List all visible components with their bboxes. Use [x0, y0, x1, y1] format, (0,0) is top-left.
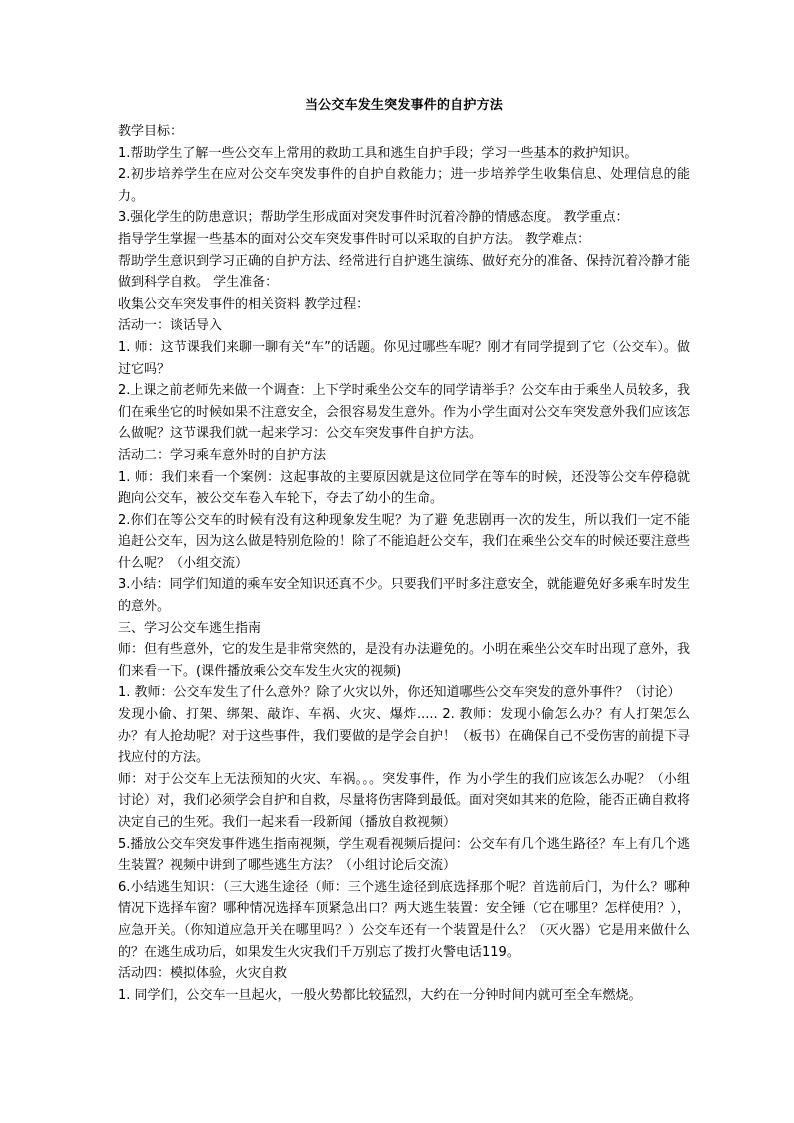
paragraph-activity-2-step-2: 2.你们在等公交车的时候有没有这种现象发生呢？为了避 免悲剧再一次的发生，所以我们一定不能追赶公交车，因为这么做是特别危险的！除了不能追赶公交车，我们在乘坐公交车的时候还要注意些什么呢？（小组交流） [118, 512, 691, 571]
paragraph-section-3-intro: 师：但有些意外，它的发生是非常突然的，是没有办法避免的。小明在乘坐公交车时出现了意外，我们来看一下。(课件播放乘公交车发生火灾的视频) [118, 642, 691, 679]
paragraph-activity-1-step-2: 2.上课之前老师先来做一个调查：上下学时乘坐公交车的同学请举手？公交车由于乘坐人员较多，我们在乘坐它的时候如果不注意安全，会很容易发生意外。作为小学生面对公交车突发意外我们应该怎么做呢？这节课我们就一起来学习：公交车突发事件自护方法。 [118, 383, 691, 442]
paragraph-key-point: 指导学生掌握一些基本的面对公交车突发事件时可以采取的自护方法。 教学难点： [118, 231, 591, 247]
paragraph-objectives-heading: 教学目标： [118, 124, 184, 139]
paragraph-activity-2-step-1: 1. 师：我们来看一个案例：这起事故的主要原因就是这位同学在等车的时候，还没等公交车停稳就跑向公交车，被公交车卷入车轮下，夺去了幼小的生命。 [118, 469, 690, 507]
paragraph-objective-1: 1.帮助学生了解一些公交车上常用的救助工具和逃生自护手段；学习一些基本的救护知识。 [118, 145, 638, 161]
paragraph-section-3-step-1: 1. 教师：公交车发生了什么意外？除了火灾以外，你还知道哪些公交车突发的意外事件？（讨论） [118, 685, 681, 701]
paragraph-section-3-teacher: 师：对于公交车上无法预知的火灾、车祸。。。突发事件，作 为小学生的我们应该怎么办呢？（小组讨论）对，我们必须学会自护和自救，尽量将伤害降到最低。面对突如其来的危险，能否正确自救将决定自己的生死。我们一起来看一段新闻（播放自救视频） [118, 771, 691, 830]
document-body [118, 121, 690, 1006]
paragraph-preparation: 收集公交车突发事件的相关资料 教学过程： [118, 296, 370, 312]
paragraph-activity-2-summary: 3.小结：同学们知道的乘车安全知识还真不少。只要我们平时多注意安全，就能避免好多乘车时发生的意外。 [118, 577, 690, 615]
paragraph-activity-4-heading: 活动四：模拟体验，火灾自救 [118, 966, 288, 982]
paragraph-objective-3: 3.强化学生的防患意识；帮助学生形成面对突发事件时沉着冷静的情感态度。 教学重点： [118, 210, 629, 226]
paragraph-section-3-heading: 三、学习公交车逃生指南 [118, 620, 262, 636]
document-page [118, 97, 690, 1006]
document-title: 当公交车发生突发事件的自护方法 [304, 98, 503, 113]
paragraph-section-3-step-6: 6.小结逃生知识：（三大逃生途径（师：三个逃生途径到底选择那个呢？首选前后门，为什么？哪种情况下选择车窗？哪种情况选择车顶紧急出口？两大逃生装置：安全锤（它在哪里？怎样使用？），应急开关。（你知道应急开关在哪里吗？）公交车还有一个装置是什么？（灭火器）它是用来做什么的？在逃生成功后，如果发生火灾我们千万别忘了拨打火警电话119。 [118, 879, 690, 960]
paragraph-difficulty: 帮助学生意识到学习正确的自护方法、经常进行自护逃生演练、做好充分的准备、保持沉着冷静才能做到科学自救。 学生准备： [118, 253, 691, 291]
paragraph-activity-4-step-1: 1. 同学们，公交车一旦起火，一般火势都比较猛烈，大约在一分钟时间内就可至全车燃烧。 [118, 987, 642, 1003]
paragraph-objective-2: 2.初步培养学生在应对公交车突发事件的自护自救能力；进一步培养学生收集信息、处理信息的能力。 [118, 167, 690, 204]
paragraph-activity-1-heading: 活动一：谈话导入 [118, 318, 223, 334]
paragraph-activity-2-heading: 活动二：学习乘车意外时的自护方法 [118, 447, 327, 463]
paragraph-section-3-step-2: 发现小偷、打架、绑架、敲诈、车祸、火灾、爆炸..... 2. 教师：发现小偷怎么办？有人打架怎么办？有人抢劫呢？对于这些事件，我们要做的是学会自护！（板书）在确保自己不受伤害的前提下寻找应付的方法。 [118, 707, 691, 766]
paragraph-section-3-step-5: 5.播放公交车突发事件逃生指南视频，学生观看视频后提问：公交车有几个逃生路径？车上有几个逃生装置？视频中讲到了哪些逃生方法？（小组讨论后交流） [118, 836, 690, 874]
paragraph-activity-1-step-1: 1. 师：这节课我们来聊一聊有关“车”的话题。你见过哪些车呢？刚才有同学提到了它（公交车）。做过它吗？ [118, 339, 690, 377]
